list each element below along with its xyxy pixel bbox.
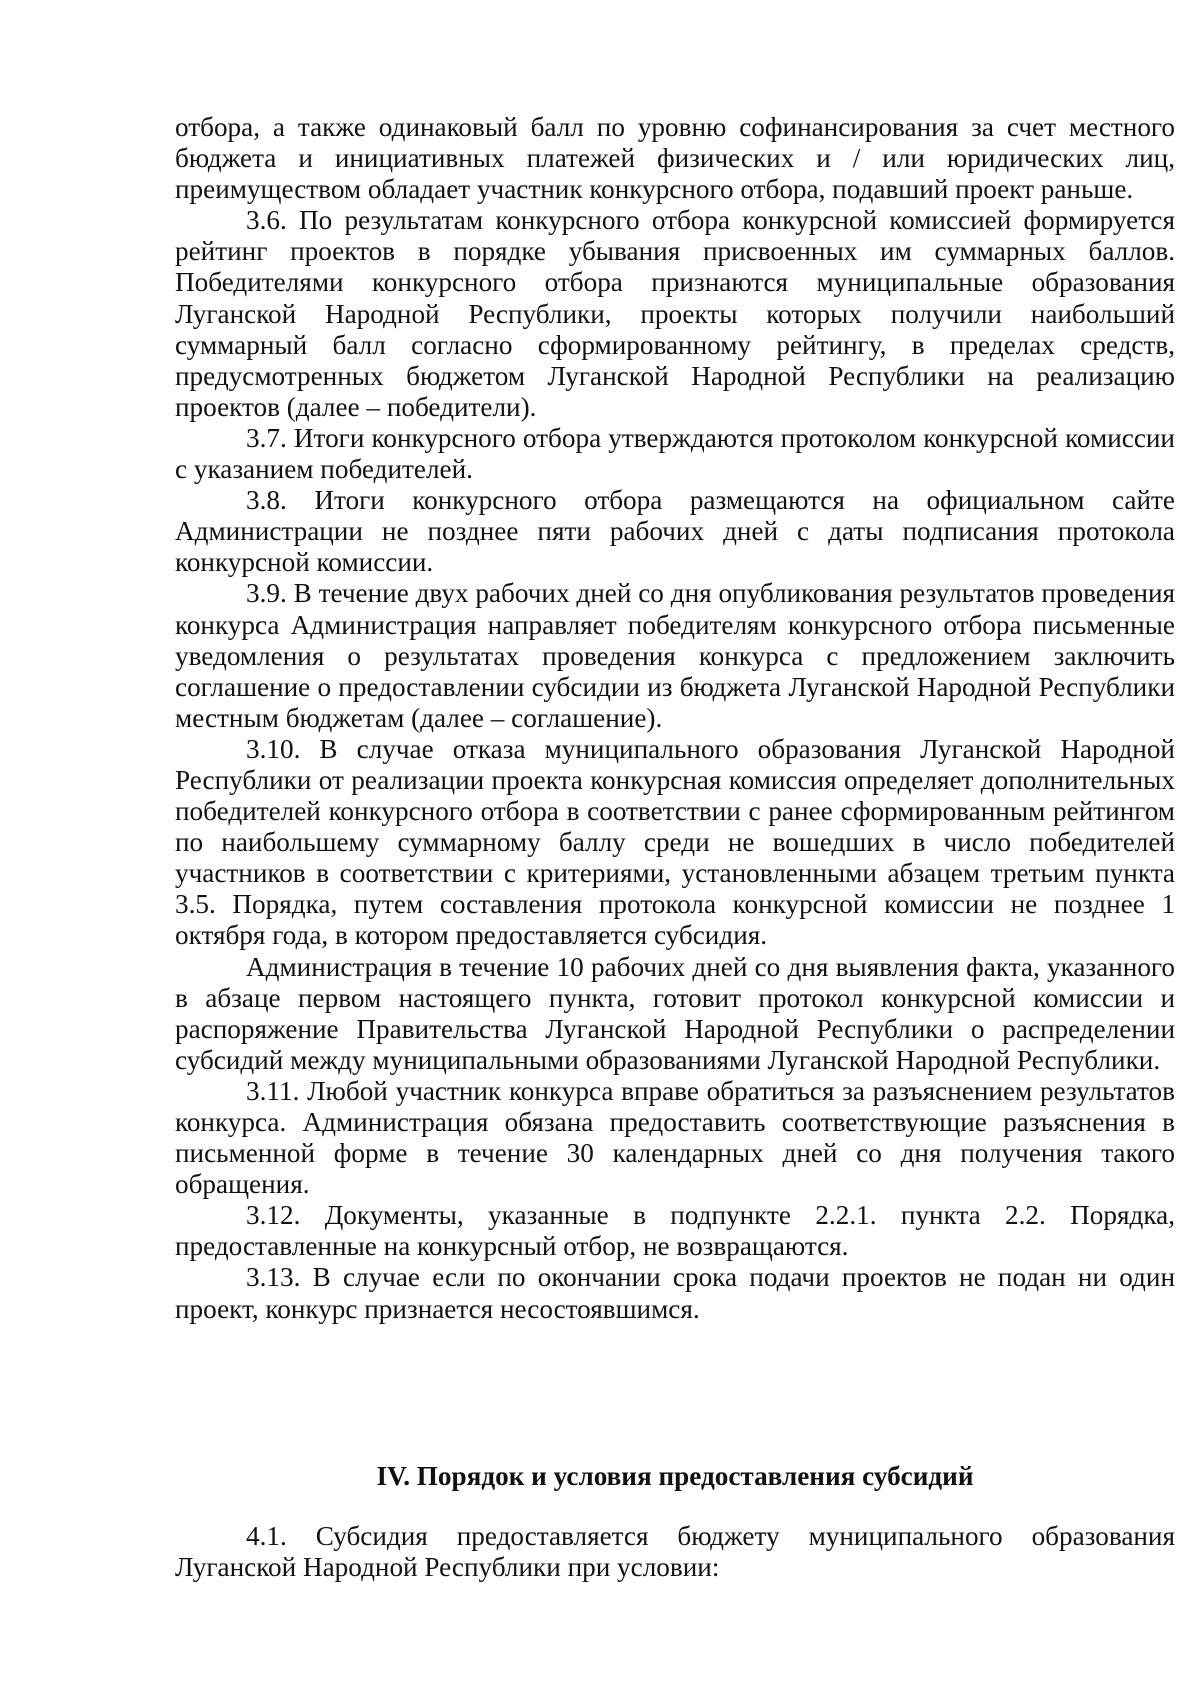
paragraph-3-12: 3.12. Документы, указанные в подпункте 2.2.1. пункта 2.2. Порядка, предоставленные на конкурсный отбор, не возвращаются. (175, 1200, 1175, 1262)
paragraph-continuation: отбора, а также одинаковый балл по уровню софинансирования за счет местного бюджета и инициативных платежей физических и / или юридических лиц, преимуществом обладает участник конкурсного отбора, подавший проект раньше. (175, 112, 1175, 205)
paragraph-3-7: 3.7. Итоги конкурсного отбора утверждаются протоколом конкурсной комиссии с указанием победителей. (175, 422, 1175, 485)
document-body (175, 112, 1175, 1325)
paragraph-3-10-second: Администрация в течение 10 рабочих дней со дня выявления факта, указанного в абзаце первом настоящего пункта, готовит протокол конкурсной комиссии и распоряжение Правительства Луганской Народной Республики о распределении субсидий между муниципальными образованиями Луганской Народной Республики. (175, 951, 1175, 1075)
paragraph-3-9: 3.9. В течение двух рабочих дней со дня опубликования результатов проведения конкурса Администрация направляет победителям конкурсного отбора письменные уведомления о результатах проведения конкурса с предложением заключить соглашение о предоставлении субсидии из бюджета Луганской Народной Республики местным бюджетам (далее – соглашение). (175, 578, 1175, 733)
paragraph-3-8: 3.8. Итоги конкурсного отбора размещаются на официальном сайте Администрации не позднее пяти рабочих дней с даты подписания протокола конкурсной комиссии. (175, 485, 1175, 578)
paragraph-3-6: 3.6. По результатам конкурсного отбора конкурсной комиссией формируется рейтинг проектов в порядке убывания присвоенных им суммарных баллов. Победителями конкурсного отбора признаются муниципальные образования Луганской Народной Республики, проекты которых получили наибольший суммарный балл согласно сформированному рейтингу, в пределах средств, предусмотренных бюджетом Луганской Народной Республики на реализацию проектов (далее – победители). (175, 205, 1175, 422)
paragraph-4-1: 4.1. Субсидия предоставляется бюджету муниципального образования Луганской Народной Республики при условии: (175, 1521, 1175, 1583)
section-body (175, 1521, 1175, 1583)
paragraph-3-10: 3.10. В случае отказа муниципального образования Луганской Народной Республики от реализации проекта конкурсная комиссия определяет дополнительных победителей конкурсного отбора в соответствии с ранее сформированным рейтингом по наибольшему суммарному баллу среди не вошедших в число победителей участников в соответствии с критериями, установленными абзацем третьим пункта 3.5. Порядка, путем составления протокола конкурсной комиссии не позднее 1 октября года, в котором предоставляется субсидия. (175, 733, 1175, 951)
section-heading: IV. Порядок и условия предоставления субсидий (376, 1461, 974, 1491)
paragraph-3-11: 3.11. Любой участник конкурса вправе обратиться за разъяснением результатов конкурса. Администрация обязана предоставить соответствующие разъяснения в письменной форме в течение 30 календарных дней со дня получения такого обращения. (175, 1075, 1175, 1200)
paragraph-3-13: 3.13. В случае если по окончании срока подачи проектов не подан ни один проект, конкурс признается несостоявшимся. (175, 1262, 1175, 1324)
